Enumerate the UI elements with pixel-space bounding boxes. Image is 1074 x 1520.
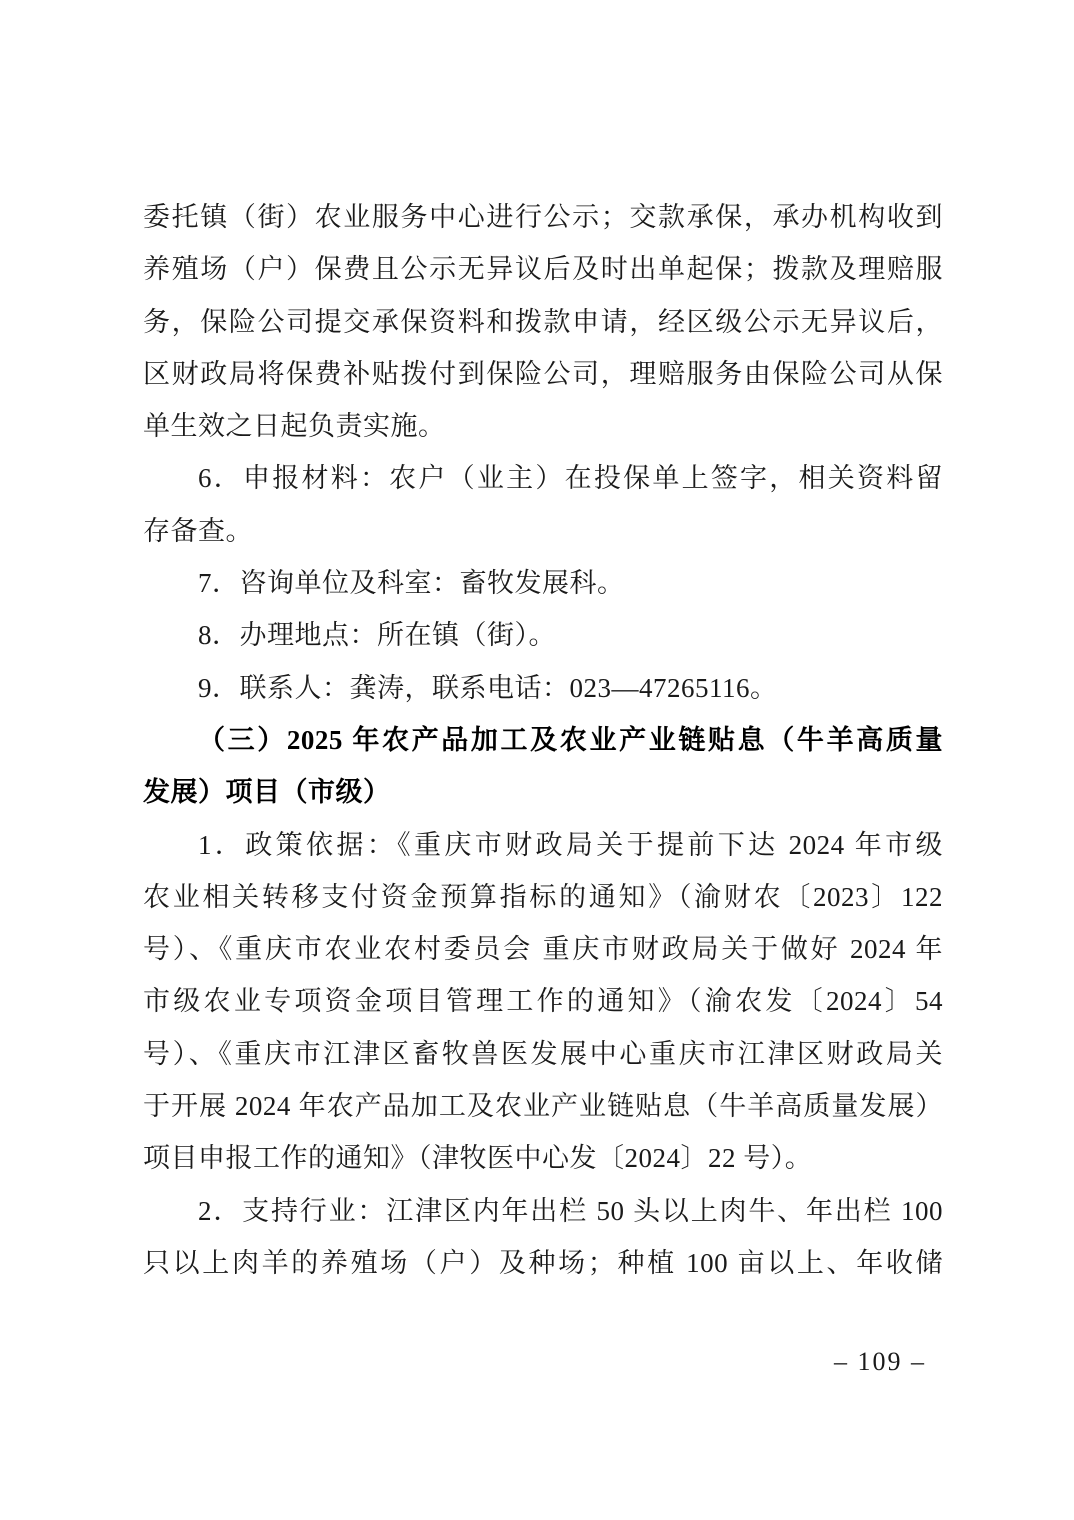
text-line: 于开展 2024 年农产品加工及农业产业链贴息（牛羊高质量发展）	[143, 1091, 943, 1122]
text-line: 务，保险公司提交承保资料和拨款申请，经区级公示无异议后，	[143, 306, 943, 337]
text-line: 9．联系人：龚涛，联系电话：023—47265116。	[198, 672, 778, 703]
text-line: 1．政策依据：《重庆市财政局关于提前下达 2024 年市级	[198, 829, 943, 860]
text-line: 6．申报材料：农户（业主）在投保单上签字，相关资料留	[198, 463, 943, 494]
section-3-heading	[143, 714, 943, 819]
section-heading-line: （三）2025 年农产品加工及农业产业链贴息（牛羊高质量	[198, 724, 943, 755]
text-line: 只以上肉羊的养殖场（户）及种场；种植 100 亩以上、年收储	[143, 1247, 943, 1278]
insurance-process-paragraph	[143, 191, 943, 452]
text-line: 7．咨询单位及科室：畜牧发展科。	[198, 568, 625, 599]
text-line: 农业相关转移支付资金预算指标的通知》（渝财农〔2023〕122	[143, 881, 943, 912]
text-line: 单生效之日起负责实施。	[143, 411, 446, 442]
item-2-supported-industries	[143, 1185, 943, 1290]
item-6-application-materials	[143, 452, 943, 557]
text-line: 存备查。	[143, 515, 253, 546]
document-body	[143, 191, 943, 1289]
text-line: 项目申报工作的通知》（津牧医中心发〔2024〕22 号）。	[143, 1143, 813, 1174]
text-line: 区财政局将保费补贴拨付到保险公司，理赔服务由保险公司从保	[143, 358, 943, 389]
text-line: 委托镇（街）农业服务中心进行公示；交款承保，承办机构收到	[143, 202, 943, 232]
item-7-consulting-unit	[143, 557, 943, 609]
item-1-policy-basis	[143, 819, 943, 1185]
page-number: – 109 –	[834, 1347, 926, 1376]
text-line: 养殖场（户）保费且公示无异议后及时出单起保；拨款及理赔服	[143, 254, 943, 285]
item-8-handling-location	[143, 609, 943, 661]
text-line: 号）、《重庆市江津区畜牧兽医发展中心重庆市江津区财政局关	[143, 1038, 943, 1069]
text-line: 8．办理地点：所在镇（街）。	[198, 620, 556, 651]
item-9-contact	[143, 662, 943, 714]
text-line: 号）、《重庆市农业农村委员会 重庆市财政局关于做好 2024 年	[143, 934, 943, 965]
text-line: 市级农业专项资金项目管理工作的通知》（渝农发〔2024〕54	[143, 986, 943, 1017]
text-line: 2．支持行业：江津区内年出栏 50 头以上肉牛、年出栏 100	[198, 1195, 943, 1226]
section-heading-line: 发展）项目（市级）	[143, 777, 391, 808]
